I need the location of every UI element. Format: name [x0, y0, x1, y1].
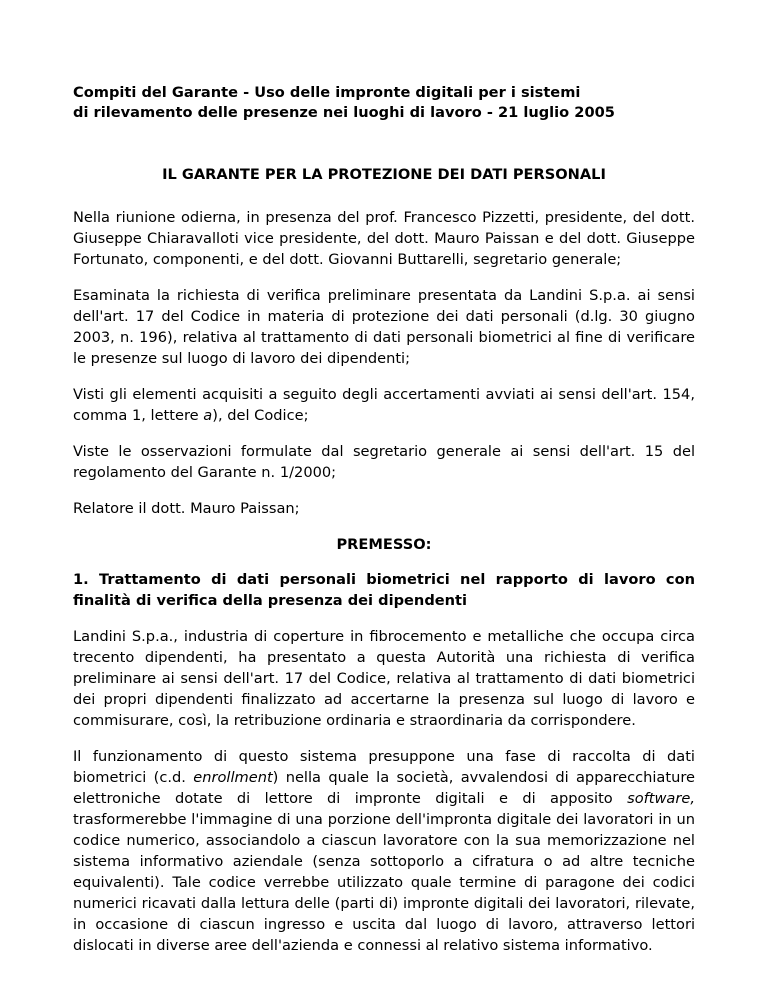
system-text-b: ) nella quale la società, avvalendosi di apparecchiature elettroniche dotate di lettore di impronte digitali e di apposito	[73, 769, 695, 807]
intro-paragraph-observations: Viste le osservazioni formulate dal segretario generale ai sensi dell'art. 15 del regolamento del Garante n. 1/2000;	[73, 443, 695, 481]
document-title-line-1: Compiti del Garante - Uso delle impronte digitali per i sistemi	[73, 84, 581, 101]
document-title-line-2: di rilevamento delle presenze nei luoghi di lavoro - 21 luglio 2005	[73, 104, 615, 121]
document-page	[73, 83, 695, 971]
section-1-paragraph-system	[73, 746, 695, 956]
software-italic: software,	[627, 790, 695, 807]
inspections-text-b: ), del Codice;	[212, 407, 309, 424]
authority-heading: IL GARANTE PER LA PROTEZIONE DEI DATI PERSONALI	[162, 166, 606, 183]
system-text-a: Il funzionamento di questo sistema presuppone una fase di raccolta di dati biometrici (c.d.	[73, 748, 695, 786]
section-1-paragraph-company: Landini S.p.a., industria di coperture in fibrocemento e metalliche che occupa circa trecento dipendenti, ha presentato a questa Autorità una richiesta di verifica preliminare ai sensi dell'art. 17 del Codice, relativa al trattamento di dati biometrici dei propri dipendenti finalizzato ad accertarne la presenza sul luogo di lavoro e commisurare, così, la retribuzione ordinaria e straordinaria da corrispondere.	[73, 628, 695, 729]
intro-paragraph-request: Esaminata la richiesta di verifica preliminare presentata da Landini S.p.a. ai sensi dell'art. 17 del Codice in materia di protezione dei dati personali (d.lg. 30 giugno 2003, n. 196), relativa al trattamento di dati personali biometrici al fine di verificare le presenze sul luogo di lavoro dei dipendenti;	[73, 287, 695, 367]
section-1-heading: 1. Trattamento di dati personali biometrici nel rapporto di lavoro con finalità di verifica della presenza dei dipendenti	[73, 571, 695, 609]
intro-paragraph-rapporteur: Relatore il dott. Mauro Paissan;	[73, 500, 300, 517]
intro-paragraph-inspections	[73, 384, 695, 426]
inspections-letter-italic: a	[203, 407, 213, 424]
premesso-heading: PREMESSO:	[336, 536, 432, 553]
enrollment-italic: enrollment	[193, 769, 273, 786]
intro-paragraph-attendees: Nella riunione odierna, in presenza del prof. Francesco Pizzetti, presidente, del dott. Giuseppe Chiaravalloti vice presidente, del dott. Mauro Paissan e del dott. Giuseppe Fortunato, componenti, e del dott. Giovanni Buttarelli, segretario generale;	[73, 209, 695, 268]
system-text-c: trasformerebbe l'immagine di una porzione dell'impronta digitale dei lavoratori in un codice numerico, associandolo a ciascun lavoratore con la sua memorizzazione nel sistema informativo aziendale (senza sottoporlo a cifratura o ad altre tecniche equivalenti). Tale codice verrebbe utilizzato quale termine di paragone dei codici numerici ricavati dalla lettura delle (parti di) impronte digitali dei lavoratori, rilevate, in occasione di ciascun ingresso e uscita dal luogo di lavoro, attraverso lettori dislocati in diverse aree dell'azienda e connessi al relativo sistema informativo.	[73, 811, 695, 954]
inspections-text-a: Visti gli elementi acquisiti a seguito degli accertamenti avviati ai sensi dell'art. 154, comma 1, lettere	[73, 386, 695, 424]
document-title	[73, 83, 695, 123]
